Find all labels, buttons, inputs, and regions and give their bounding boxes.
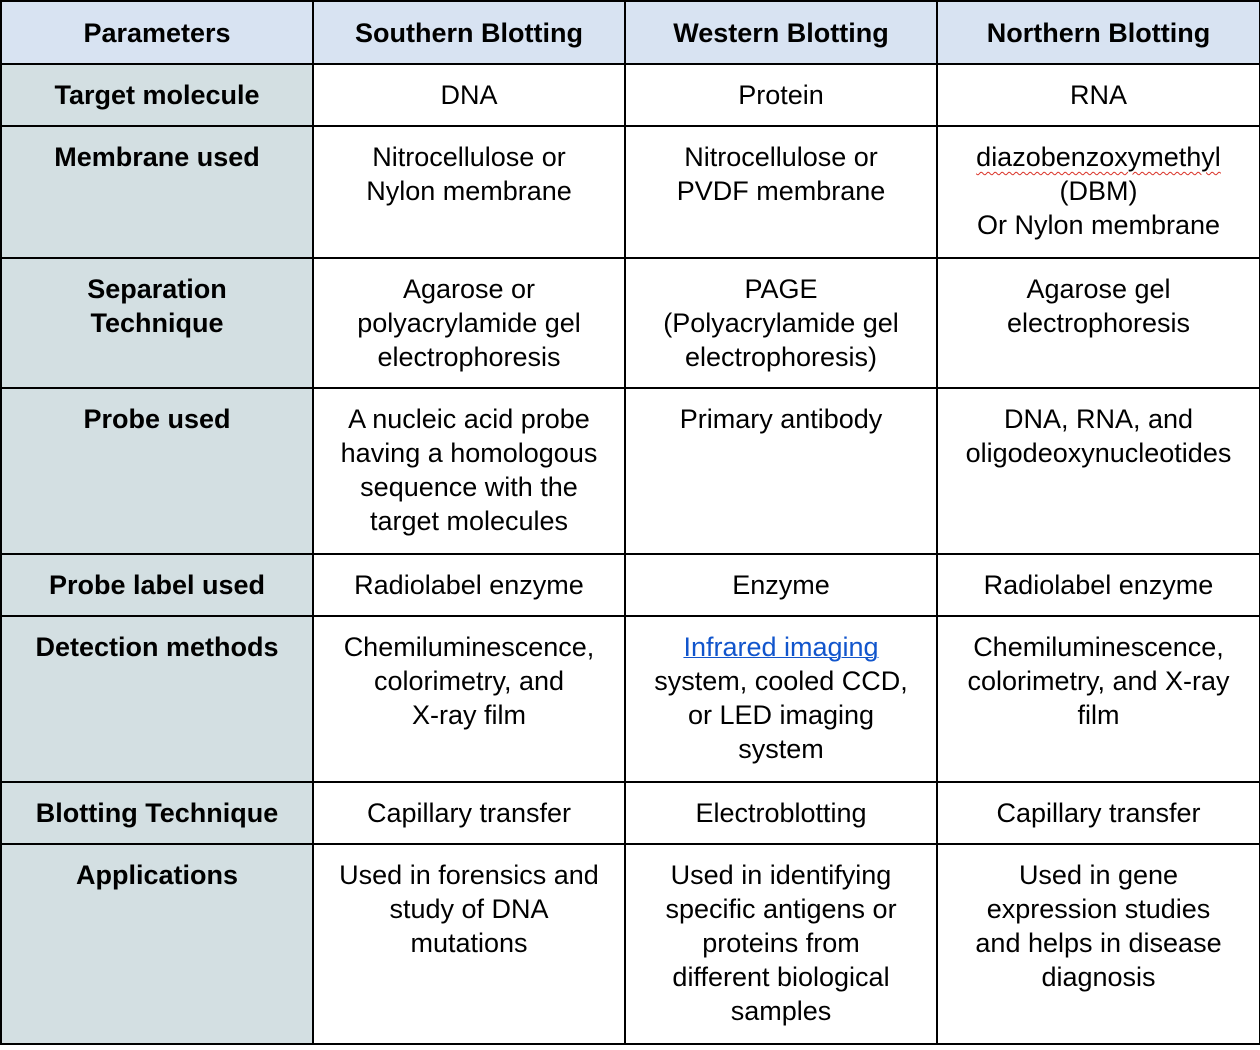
parameter-cell bbox=[1, 616, 313, 782]
cell-text-line: electrophoresis bbox=[377, 342, 561, 372]
cell-text-line: Capillary transfer bbox=[366, 798, 572, 828]
table-row bbox=[1, 388, 1260, 554]
cell-text-line: electrophoresis) bbox=[684, 342, 878, 372]
western-cell bbox=[625, 844, 937, 1044]
southern-cell bbox=[313, 554, 625, 616]
cell-text-line: Agarose gel bbox=[1026, 274, 1171, 304]
table-body bbox=[1, 64, 1260, 1044]
infrared-imaging-link[interactable]: Infrared imaging bbox=[683, 632, 879, 662]
northern-cell bbox=[937, 64, 1260, 126]
header-parameters: Parameters bbox=[1, 1, 313, 64]
cell-text-line: Detection methods bbox=[35, 632, 279, 662]
cell-text-line: Probe used bbox=[83, 404, 231, 434]
cell-text-line: system, cooled CCD, bbox=[654, 666, 908, 696]
cell-text-line: PAGE bbox=[744, 274, 818, 304]
cell-text-line: Capillary transfer bbox=[996, 798, 1201, 828]
cell-text-line: Probe label used bbox=[48, 570, 266, 600]
cell-text-line: Target molecule bbox=[54, 80, 260, 110]
western-cell bbox=[625, 616, 937, 782]
table-row bbox=[1, 782, 1260, 844]
cell-text-line: Nitrocellulose or bbox=[372, 142, 566, 172]
cell-text-line: Primary antibody bbox=[679, 404, 883, 434]
cell-text-line: system bbox=[738, 734, 824, 764]
header-northern-blotting: Northern Blotting bbox=[937, 1, 1260, 64]
cell-text-line: Radiolabel enzyme bbox=[983, 570, 1214, 600]
northern-cell bbox=[937, 844, 1260, 1044]
southern-cell bbox=[313, 782, 625, 844]
cell-text-line: A nucleic acid probe bbox=[348, 404, 590, 434]
cell-text-line: target molecules bbox=[369, 506, 569, 536]
cell-text-line: Agarose or bbox=[402, 274, 536, 304]
southern-cell bbox=[313, 64, 625, 126]
parameter-cell bbox=[1, 64, 313, 126]
parameter-cell bbox=[1, 782, 313, 844]
western-cell bbox=[625, 388, 937, 554]
cell-text-line: proteins from bbox=[702, 928, 860, 958]
northern-cell bbox=[937, 554, 1260, 616]
cell-text-line: sequence with the bbox=[360, 472, 578, 502]
parameter-cell bbox=[1, 126, 313, 258]
western-cell bbox=[625, 258, 937, 388]
cell-text-line: or LED imaging bbox=[687, 700, 875, 730]
cell-text-line: having a homologous bbox=[340, 438, 598, 468]
cell-text-line: Membrane used bbox=[54, 142, 260, 172]
cell-text-line: Enzyme bbox=[732, 570, 830, 600]
southern-cell bbox=[313, 844, 625, 1044]
cell-text-line: Used in gene bbox=[1018, 860, 1179, 890]
header-row bbox=[1, 1, 1260, 64]
cell-text-line: and helps in disease bbox=[975, 928, 1222, 958]
cell-text-line: Or Nylon membrane bbox=[976, 210, 1221, 240]
western-cell bbox=[625, 782, 937, 844]
table-row bbox=[1, 554, 1260, 616]
cell-text-line: Protein bbox=[738, 80, 824, 110]
parameter-cell bbox=[1, 388, 313, 554]
cell-text-line: PVDF membrane bbox=[676, 176, 886, 206]
northern-cell bbox=[937, 126, 1260, 258]
table-header bbox=[1, 1, 1260, 64]
cell-text-line: Separation bbox=[87, 274, 227, 304]
southern-cell bbox=[313, 388, 625, 554]
cell-text-line: expression studies bbox=[986, 894, 1211, 924]
header-western-blotting: Western Blotting bbox=[625, 1, 937, 64]
southern-cell bbox=[313, 616, 625, 782]
cell-text-line: Chemiluminescence, bbox=[343, 632, 595, 662]
cell-text-line: film bbox=[1077, 700, 1120, 730]
cell-text-line: X-ray film bbox=[412, 700, 526, 730]
spellcheck-flagged-word: diazobenzoxymethyl bbox=[976, 142, 1221, 172]
cell-text-line: Applications bbox=[75, 860, 238, 890]
western-cell bbox=[625, 554, 937, 616]
cell-text-line: Used in forensics and bbox=[339, 860, 599, 890]
cell-text-line: colorimetry, and X-ray bbox=[967, 666, 1230, 696]
cell-text-line: Nitrocellulose or bbox=[684, 142, 878, 172]
cell-text-line: study of DNA bbox=[389, 894, 549, 924]
parameter-cell bbox=[1, 258, 313, 388]
table-row bbox=[1, 844, 1260, 1044]
table-row bbox=[1, 126, 1260, 258]
cell-text-line: Technique bbox=[90, 308, 224, 338]
cell-text-line: samples bbox=[730, 996, 832, 1026]
cell-text-line: different biological bbox=[672, 962, 890, 992]
table-row bbox=[1, 258, 1260, 388]
header-southern-blotting: Southern Blotting bbox=[313, 1, 625, 64]
parameter-cell bbox=[1, 554, 313, 616]
cell-text-line: Electroblotting bbox=[695, 798, 867, 828]
cell-text-line: diagnosis bbox=[1041, 962, 1156, 992]
cell-text-line: RNA bbox=[1069, 80, 1127, 110]
cell-text-line: DNA, RNA, and bbox=[1003, 404, 1194, 434]
cell-text-line: oligodeoxynucleotides bbox=[965, 438, 1232, 468]
cell-text-line: colorimetry, and bbox=[373, 666, 565, 696]
cell-text-line: polyacrylamide gel bbox=[357, 308, 581, 338]
cell-text-line: DNA bbox=[440, 80, 498, 110]
northern-cell bbox=[937, 258, 1260, 388]
cell-text-line: Used in identifying bbox=[670, 860, 892, 890]
cell-text-line: electrophoresis bbox=[1006, 308, 1191, 338]
cell-text-line: (Polyacrylamide gel bbox=[663, 308, 899, 338]
cell-text-line: Blotting Technique bbox=[35, 798, 279, 828]
southern-cell bbox=[313, 258, 625, 388]
cell-text-line: specific antigens or bbox=[665, 894, 897, 924]
cell-text-line: Nylon membrane bbox=[366, 176, 572, 206]
parameter-cell bbox=[1, 844, 313, 1044]
western-cell bbox=[625, 64, 937, 126]
southern-cell bbox=[313, 126, 625, 258]
cell-text-line: Radiolabel enzyme bbox=[354, 570, 584, 600]
cell-text-line: (DBM) bbox=[1059, 176, 1138, 206]
table-row bbox=[1, 616, 1260, 782]
northern-cell bbox=[937, 388, 1260, 554]
northern-cell bbox=[937, 616, 1260, 782]
cell-text-line: mutations bbox=[410, 928, 528, 958]
table-row bbox=[1, 64, 1260, 126]
northern-cell bbox=[937, 782, 1260, 844]
cell-text-line: Chemiluminescence, bbox=[973, 632, 1224, 662]
western-cell bbox=[625, 126, 937, 258]
